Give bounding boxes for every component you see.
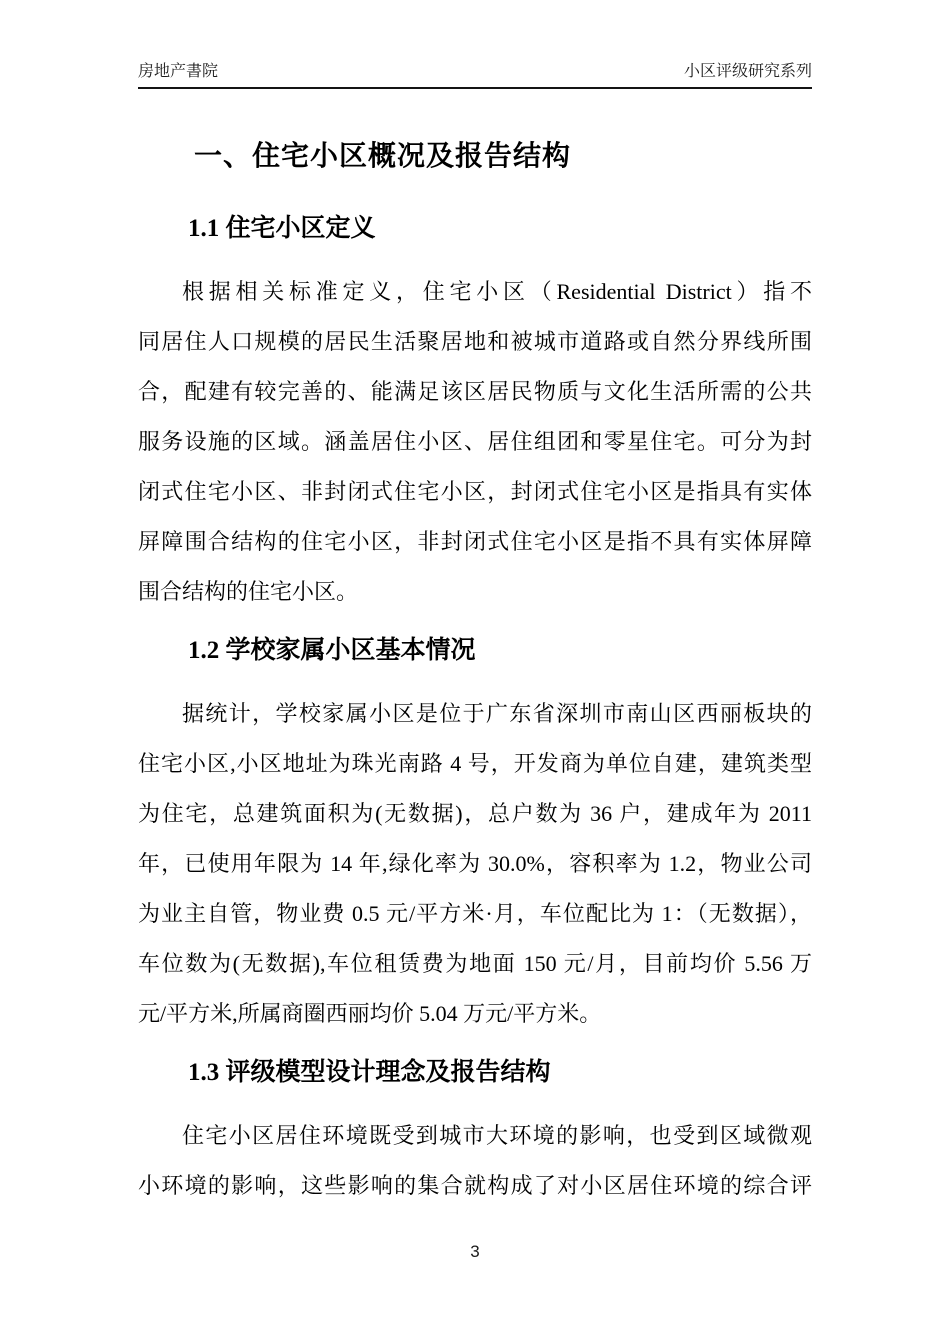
paragraph-line: 为业主自管，物业费 0.5 元/平方米·月，车位配比为 1：（无数据）， [138, 901, 812, 926]
paragraph-line: 根据相关标准定义，住宅小区（Residential District）指不 [182, 279, 812, 304]
page-number: 3 [470, 1242, 480, 1261]
paragraph-1-1 [138, 267, 812, 617]
section-heading-1-3: 1.3 评级模型设计理念及报告结构 [188, 1059, 551, 1086]
paragraph-line: 围合结构的住宅小区。 [138, 579, 359, 604]
paragraph-line: 据统计，学校家属小区是位于广东省深圳市南山区西丽板块的 [182, 701, 812, 726]
paragraph-line: 住宅小区居住环境既受到城市大环境的影响，也受到区域微观 [182, 1123, 812, 1148]
paragraph-1-2 [138, 689, 812, 1039]
paragraph-line: 服务设施的区域。涵盖居住小区、居住组团和零星住宅。可分为封 [138, 429, 812, 454]
header-left-text: 房地产書院 [138, 63, 219, 80]
paragraph-line: 小环境的影响，这些影响的集合就构成了对小区居住环境的综合评 [138, 1173, 812, 1198]
document-title: 一、住宅小区概况及报告结构 [194, 141, 572, 172]
section-heading-1-1: 1.1 住宅小区定义 [188, 215, 376, 242]
paragraph-line: 年，已使用年限为 14 年,绿化率为 30.0%，容积率为 1.2，物业公司 [138, 851, 812, 876]
page-header [138, 0, 812, 89]
section-heading-1-2: 1.2 学校家属小区基本情况 [188, 637, 476, 664]
paragraph-line: 屏障围合结构的住宅小区，非封闭式住宅小区是指不具有实体屏障 [138, 529, 812, 554]
header-right-text: 小区评级研究系列 [683, 63, 812, 80]
paragraph-line: 合，配建有较完善的、能满足该区居民物质与文化生活所需的公共 [138, 379, 812, 404]
paragraph-line: 为住宅，总建筑面积为(无数据)，总户数为 36 户，建成年为 2011 [138, 801, 812, 826]
paragraph-line: 闭式住宅小区、非封闭式住宅小区，封闭式住宅小区是指具有实体 [138, 479, 812, 504]
paragraph-1-3 [138, 1111, 812, 1211]
paragraph-line: 元/平方米,所属商圈西丽均价 5.04 万元/平方米。 [138, 1001, 602, 1026]
paragraph-line: 住宅小区,小区地址为珠光南路 4 号，开发商为单位自建，建筑类型 [138, 751, 812, 776]
paragraph-line: 同居住人口规模的居民生活聚居地和被城市道路或自然分界线所围 [138, 329, 812, 354]
paragraph-line: 车位数为(无数据),车位租赁费为地面 150 元/月，目前均价 5.56 万 [138, 951, 812, 976]
